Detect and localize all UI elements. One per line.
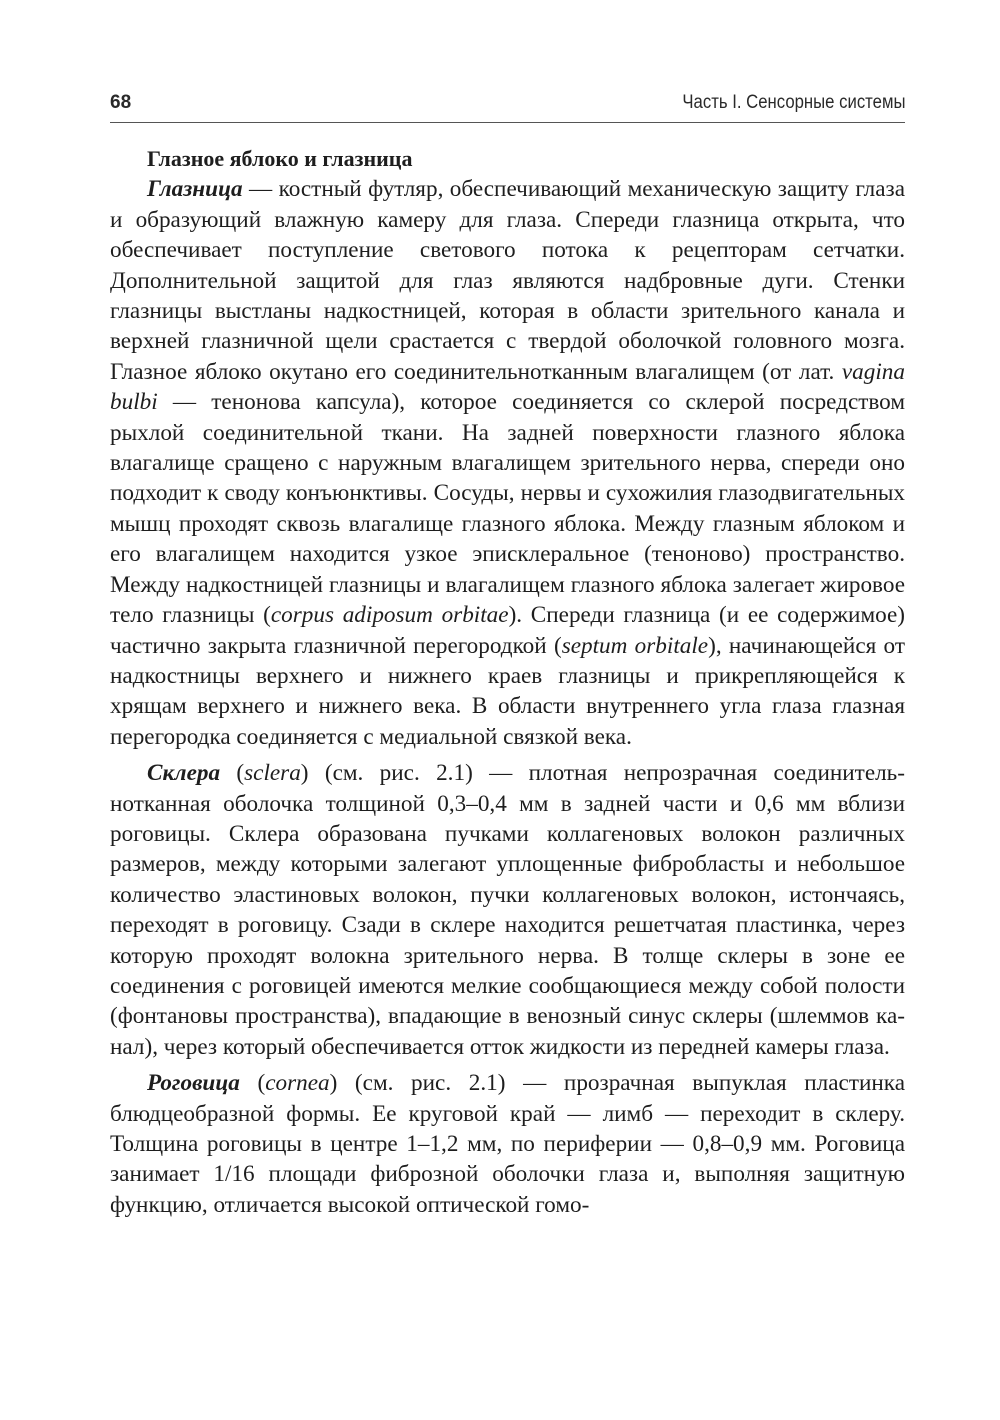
latin-term: vagina bulbi [110,358,905,416]
paragraph-text: ), начинающейся от надкостницы верхнего и нижнего краев глазницы и прикрепляющейся к хрящам верхнего и нижнего века. В области внутреннего угла глаза глазная перегородка соединяется с медиальной связкой века. [110,632,905,750]
header-divider [110,122,905,123]
term-sclera: Склера [147,760,221,787]
paragraph-text: — тенонова капсула), которое соединяется со склерой посредством рыхлой соединительной ткани. На задней поверхности глазного яблока влагалище сращено с наружным влагалищем зрительного нерва, спереди оно подходит к своду конъюнктивы. Сосуды, нервы и сухожилия глазодвигательных мышц проходят сквозь влагалище глазного яблока. Между глазным яблоком и его влагалищем находится узкое эписклеральное (теноново) пространство. Между надкостницей глазницы и влагалищем глазного яблока залегает жировое тело глазницы ( [110,389,905,629]
page-body [110,144,905,1220]
paragraph-sclera [110,758,905,1062]
page-header [110,92,905,122]
paragraph-text: ( [220,760,245,787]
paragraph-text: ). Спереди глазница (и ее содержимое) частично закрыта глазничной перегородкой ( [110,602,906,659]
page-number: 68 [110,92,132,113]
term-orbit: Глазница [147,176,243,203]
latin-term: corpus adiposum orbitae [270,602,509,629]
paragraph-text: ) (см. рис. 2.1) — плотная непрозрачная соединительнотканная оболочка толщиной 0,3–0,4 мм в задней части и 0,6 мм вблизи роговицы. Склера образована пучками коллагеновых волокон различных размеров, между которыми залегают уплощенные фибробласты и небольшое количество эластиновых волокон, пучки коллагеновых волокон, истончаясь, переходят в роговицу. Сзади в склере находится решетчатая пластинка, через которую проходят волокна зрительного нерва. В толще склеры в зоне ее соединения с роговицей имеются мелкие сообщающиеся между собой полости (фонтановы пространства), впадающие в венозный синус склеры (шлеммов канал), через который обеспечивается отток жидкости из передней камеры глаза. [110,760,905,1060]
section-heading: Глазное яблоко и глазница [147,146,413,171]
paragraph-text: ) (см. рис. 2.1) — прозрачная выпуклая пластинка блюдцеобразной формы. Ее круговой край — лимб — переходит в склеру. Толщина роговицы в центре 1–1,2 мм, по периферии — 0,8–0,9 мм. Роговица занимает 1/16 площади фиброзной оболочки глаза и, выполняя защитную функцию, отличается высокой оптической гомо- [110,1070,905,1218]
running-title: Часть I. Сенсорные системы [681,92,905,113]
latin-term: cornea [265,1070,330,1097]
paragraph-text: — костный футляр, обеспечивающий механическую защиту глаза и образующий влажную камеру для глаза. Спереди глазница открыта, что обеспечивает поступление светового потока к рецепторам сетчатки. Дополнительной защитой для глаз являются надбровные дуги. Стенки глазницы выстланы надкостницей, которая в области зрительного канала и верхней глазничной щели срастается с твердой оболочкой головного мозга. Глазное яблоко окутано его соединительнотканным влагалищем (от лат. [110,176,905,385]
paragraph-cornea [110,1068,905,1220]
term-cornea: Роговица [147,1070,240,1097]
latin-term: septum orbitale [561,632,709,659]
paragraph-orbit [110,174,905,752]
latin-term: sclera [244,760,301,787]
paragraph-text: ( [239,1070,266,1097]
